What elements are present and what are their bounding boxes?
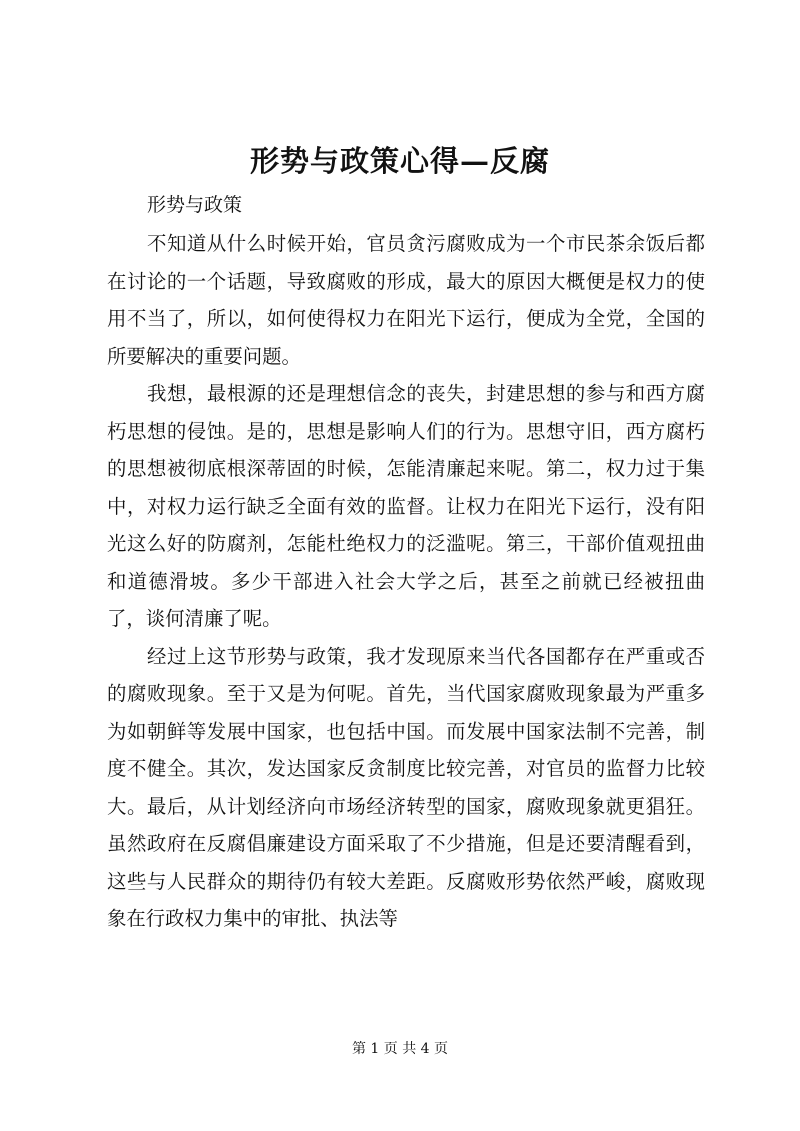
document-subtitle: 形势与政策 xyxy=(147,194,243,216)
paragraph: 不知道从什么时候开始，官员贪污腐败成为一个市民茶余饭后都在讨论的一个话题，导致腐败的形成，最大的原因大概便是权力的使用不当了，所以，如何使得权力在阳光下运行，便成为全党，全国的所要解决的重要问题。 xyxy=(107,232,705,368)
paragraph: 我想，最根源的还是理想信念的丧失，封建思想的参与和西方腐朽思想的侵蚀。是的，思想是影响人们的行为。思想守旧，西方腐朽的思想被彻底根深蒂固的时候，怎能清廉起来呢。第二，权力过于集中，对权力运行缺乏全面有效的监督。让权力在阳光下运行，没有阳光这么好的防腐剂，怎能杜绝权力的泛滥呢。第三，干部价值观扭曲和道德滑坡。多少干部进入社会大学之后，甚至之前就已经被扭曲了，谈何清廉了呢。 xyxy=(107,382,705,630)
document-body xyxy=(107,225,705,938)
page-footer: 第 1 页 共 4 页 xyxy=(351,1041,449,1057)
document-title: 形势与政策心得—反腐 xyxy=(249,144,550,178)
paragraph: 经过上这节形势与政策，我才发现原来当代各国都存在严重或否的腐败现象。至于又是为何呢。首先，当代国家腐败现象最为严重多为如朝鲜等发展中国家，也包括中国。而发展中国家法制不完善，制度不健全。其次，发达国家反贪制度比较完善，对官员的监督力比较大。最后，从计划经济向市场经济转型的国家，腐败现象就更猖狂。虽然政府在反腐倡廉建设方面采取了不少措施，但是还要清醒看到，这些与人民群众的期待仍有较大差距。反腐败形势依然严峻，腐败现象在行政权力集中的审批、执法等 xyxy=(107,644,705,930)
